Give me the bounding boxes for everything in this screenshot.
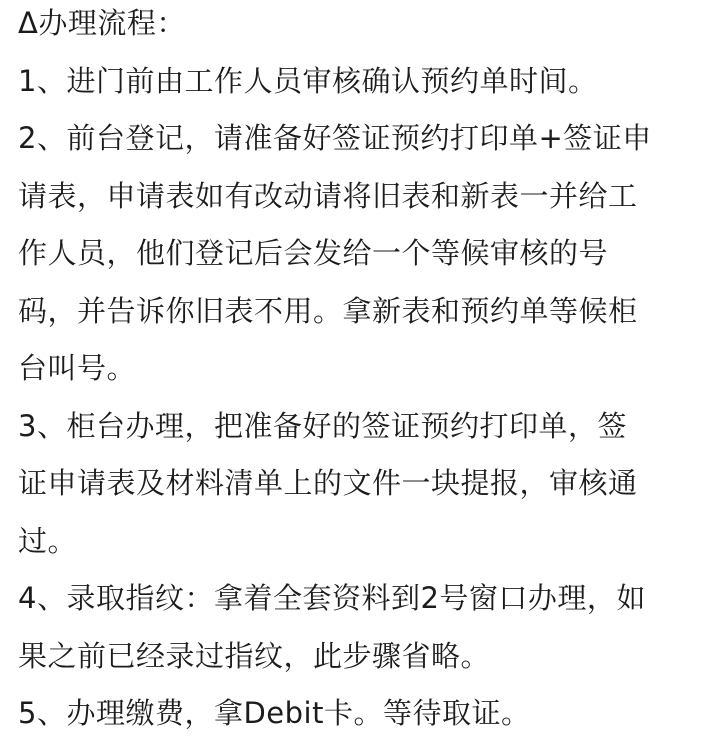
step-2-line-2: 请表，申请表如有改动请将旧表和新表一并给工: [18, 178, 638, 213]
section-heading: Δ办理流程：: [18, 6, 186, 40]
step-2-line-4: 码，并告诉你旧表不用。拿新表和预约单等候柜: [18, 293, 638, 328]
step-4-line-2: 果之前已经录过指纹，此步骤省略。: [18, 638, 491, 673]
document-body: [18, 0, 708, 748]
step-2-line-3: 作人员，他们登记后会发给一个等候审核的号: [18, 236, 609, 270]
step-3-line-3: 过。: [18, 523, 78, 558]
step-1-line-1: 1、进门前由工作人员审核确认预约单时间。: [18, 63, 598, 98]
step-3-line-2: 证申请表及材料清单上的文件一块提报，审核通: [18, 466, 638, 500]
step-2-line-5: 台叫号。: [18, 351, 137, 385]
step-5-line-1: 5、办理缴费，拿Debit卡。等待取证。: [18, 696, 531, 730]
step-2-line-1: 2、前台登记，请准备好签证预约打印单+签证申: [18, 121, 652, 155]
step-3-line-1: 3、柜台办理，把准备好的签证预约打印单，签: [18, 408, 627, 443]
step-4-line-1: 4、录取指纹：拿着全套资料到2号窗口办理，如: [18, 581, 646, 615]
